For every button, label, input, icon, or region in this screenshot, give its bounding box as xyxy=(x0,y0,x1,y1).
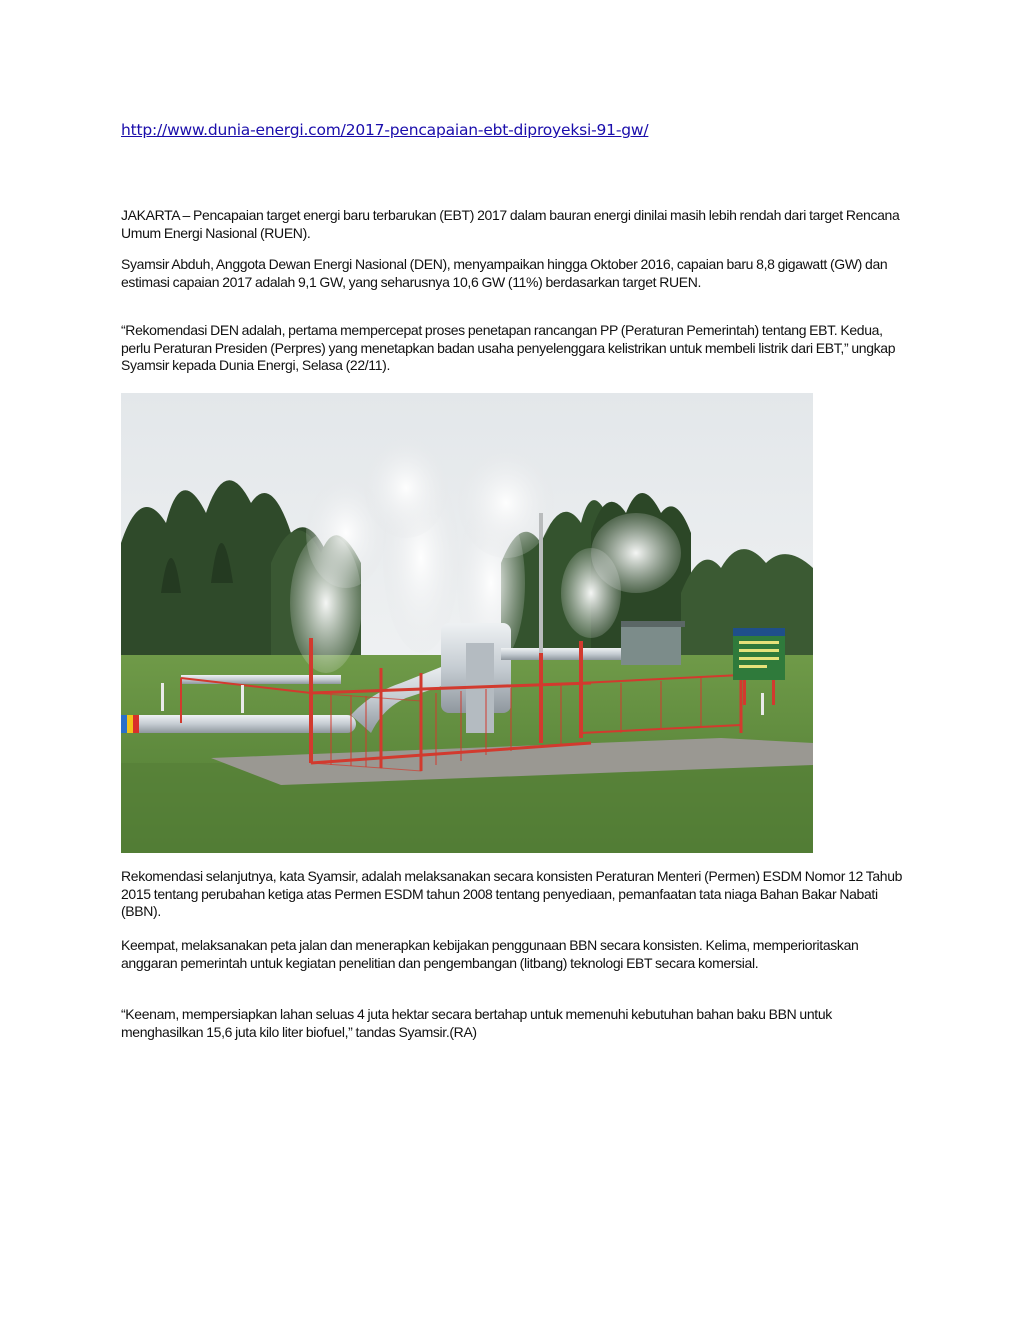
paragraph-intro: JAKARTA – Pencapaian target energi baru terbarukan (EBT) 2017 dalam bauran energi dinilai masih lebih rendah dari target Rencana Umum Energi Nasional (RUEN). xyxy=(121,207,900,241)
photo-illustration xyxy=(121,393,813,853)
control-hut xyxy=(621,625,681,665)
paragraph-recommendation: “Rekomendasi DEN adalah, pertama mempercepat proses penetapan rancangan PP (Peraturan Pemerintah) tentang EBT. Kedua, perlu Peraturan Presiden (Perpres) yang menetapkan badan usaha penyelenggara kelistrikan untuk membeli listrik dari EBT,” ungkap Syamsir kepada Dunia Energi, Selasa (22/11). xyxy=(121,322,896,374)
geothermal-wellpad-photo xyxy=(121,393,813,853)
source-url-link[interactable]: http://www.dunia-energi.com/2017-pencapaian-ebt-diproyeksi-91-gw/ xyxy=(121,121,649,139)
paragraph-capacity: Syamsir Abduh, Anggota Dewan Energi Nasional (DEN), menyampaikan hingga Oktober 2016, capaian baru 8,8 gigawatt (GW) dan estimasi capaian 2017 adalah 9,1 GW, yang seharusnya 10,6 GW (11%) berdasarkan target RUEN. xyxy=(121,256,888,290)
paragraph-closing-quote: “Keenam, mempersiapkan lahan seluas 4 juta hektar secara bertahap untuk memenuhi kebutuhan bahan baku BBN untuk menghasilkan 15,6 juta kilo liter biofuel,” tandas Syamsir.(RA) xyxy=(121,1006,832,1040)
paragraph-permen: Rekomendasi selanjutnya, kata Syamsir, adalah melaksanakan secara konsisten Peraturan Menteri (Permen) ESDM Nomor 12 Tahub 2015 tentang perubahan ketiga atas Permen ESDM tahun 2008 tentang penyediaan, pemanfaatan tata niaga Bahan Bakar Nabati (BBN). xyxy=(121,868,903,920)
paragraph-bbn-roadmap: Keempat, melaksanakan peta jalan dan menerapkan kebijakan penggunaan BBN secara konsisten. Kelima, memperioritaskan anggaran pemerintah untuk kegiatan penelitian dan pengembangan (litbang) teknologi EBT secara komersial. xyxy=(121,937,859,971)
utility-pole xyxy=(539,513,543,653)
